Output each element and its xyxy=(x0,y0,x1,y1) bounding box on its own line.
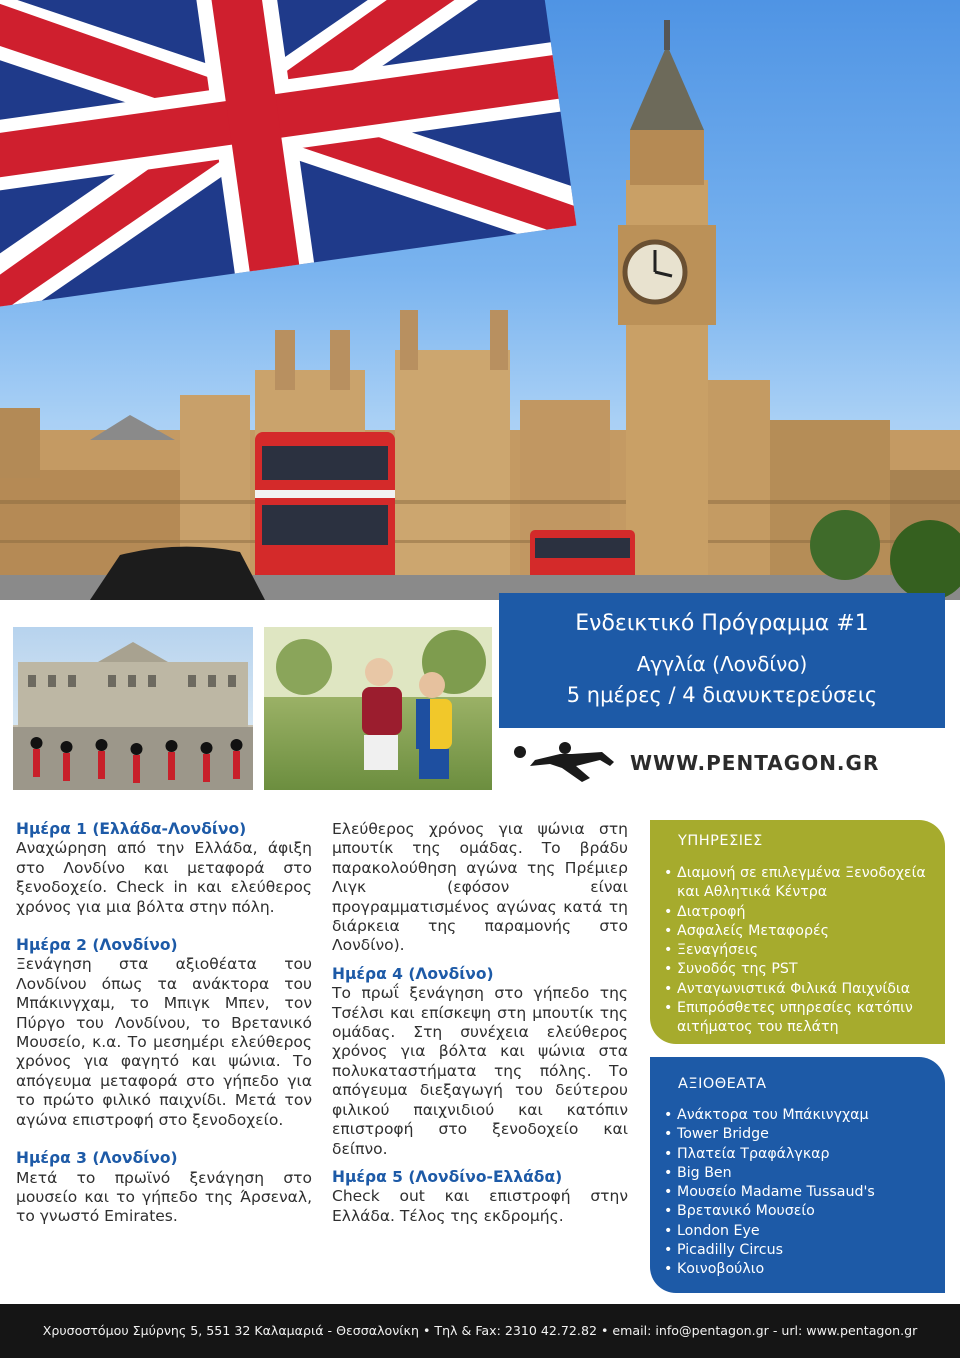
list-item: • Ασφαλείς Μεταφορές xyxy=(664,922,936,941)
hero-photo-london xyxy=(0,0,960,600)
list-item: • Κοινοβούλιο xyxy=(664,1260,936,1279)
day-1-heading: Ημέρα 1 (Ελλάδα-Λονδίνο) xyxy=(16,820,247,838)
services-panel xyxy=(650,820,945,1044)
program-duration: 5 ημέρες / 4 διανυκτερεύσεις xyxy=(566,683,878,707)
itinerary-column-2 xyxy=(332,820,628,1226)
sights-panel xyxy=(650,1057,945,1293)
sights-heading: ΑΞΙΟΘΕΑΤΑ xyxy=(678,1076,767,1092)
photo-kids-football xyxy=(264,627,492,790)
day-5-heading: Ημέρα 5 (Λονδίνο-Ελλάδα) xyxy=(332,1167,563,1186)
list-item: • Picadilly Circus xyxy=(664,1241,936,1260)
list-item: • Tower Bridge xyxy=(664,1125,936,1144)
day-5-text: Check out και επιστροφή στην Ελλάδα. Τέλος της εκδρομής. xyxy=(332,1187,628,1225)
day-2-heading: Ημέρα 2 (Λονδίνο) xyxy=(16,936,178,955)
list-item: • Επιπρόσθετες υπηρεσίες κατόπιν αιτήματος του πελάτη xyxy=(664,999,936,1038)
day-4-heading: Ημέρα 4 (Λονδίνο) xyxy=(332,964,494,983)
photo-buckingham-palace xyxy=(13,627,253,790)
day-3-text-continued: Ελεύθερος χρόνος για ψώνια στη μπουτίκ της ομάδας. Το βράδυ παρακολούθηση αγώνα της Πρέμιερ Λιγκ (εφόσον είναι προγραμματισμένος αγώνας κατά τη διάρκεια της παραμονής στο Λονδίνο). xyxy=(332,820,628,955)
list-item: • Ανταγωνιστικά Φιλικά Παιχνίδια xyxy=(664,980,936,999)
list-item: • London Eye xyxy=(664,1222,936,1241)
list-item: • Διαμονή σε επιλεγμένα Ξενοδοχεία και Αθλητικά Κέντρα xyxy=(664,864,936,903)
services-heading: ΥΠΗΡΕΣΙΕΣ xyxy=(678,833,763,849)
footer-contact: Χρυσοστόμου Σμύρνης 5, 551 32 Καλαμαριά - Θεσσαλονίκη • Τηλ & Fax: 2310 42.72.82 • email: info@pentagon.gr - url: www.pentagon.gr xyxy=(0,1304,960,1358)
day-1-text: Αναχώρηση από την Ελλάδα, άφιξη στο Λονδίνο και μεταφορά στο ξενοδοχείο. Check in και ελεύθερος χρόνος για μια βόλτα στην πόλη. xyxy=(16,839,312,916)
program-destination: Αγγλία (Λονδίνο) xyxy=(636,652,808,676)
day-2-text: Ξενάγηση στα αξιοθέατα του Λονδίνου όπως τα ανάκτορα του Μπάκινγχαμ, το Μπιγκ Μπεν, τον Πύργο του Λονδίνου, το Βρετανικό Μουσείο, κ.α. Το μεσημέρι ελεύθερος χρόνος για φαγητό και ψώνια. Το απόγευμα μεταφορά στο γήπεδο για το πρώτο φιλικό παιχνίδι. Μετά τον αγώνα επιστροφή στο ξενοδοχείο. xyxy=(16,955,312,1129)
list-item: • Big Ben xyxy=(664,1164,936,1183)
list-item: • Διατροφή xyxy=(664,903,936,922)
big-ben-tower xyxy=(618,20,716,600)
list-item: • Ξεναγήσεις xyxy=(664,941,936,960)
list-item: • Ανάκτορα του Μπάκινγχαμ xyxy=(664,1106,936,1125)
day-3-heading: Ημέρα 3 (Λονδίνο) xyxy=(16,1149,178,1168)
soccer-player-icon xyxy=(510,738,620,788)
brand-logo xyxy=(510,738,940,788)
hero-illustration xyxy=(0,0,960,600)
day-4-text: Το πρωΐ ξενάγηση στο γήπεδο της Τσέλσι και επίσκεψη στη μπουτίκ της ομάδας. Στη συνέχεια ελεύθερος χρόνος για βόλτα και ψώνια στα πολυκαταστήματα της πόλης. Το απόγευμα διεξαγωγή του δεύτερου φιλικού παιχνιδιού και κατόπιν επιστροφή στο ξενοδοχείο και δείπνο. xyxy=(332,984,628,1158)
list-item: • Συνοδός της PST xyxy=(664,960,936,979)
union-jack-flag xyxy=(0,0,576,309)
program-title-panel xyxy=(499,593,945,728)
sights-list xyxy=(664,1106,936,1280)
brand-url[interactable]: WWW.PENTAGON.GR xyxy=(630,751,880,775)
list-item: • Μουσείο Madame Tussaud's xyxy=(664,1183,936,1202)
list-item: • Βρετανικό Μουσείο xyxy=(664,1202,936,1221)
day-3-text: Μετά το πρωϊνό ξενάγηση στο μουσείο και το γήπεδο της Άρσεναλ, το γνωστό Emirates. xyxy=(16,1168,312,1226)
services-list xyxy=(664,864,936,1038)
itinerary-column-1 xyxy=(16,820,312,1227)
list-item: • Πλατεία Τραφάλγκαρ xyxy=(664,1145,936,1164)
program-title: Ενδεικτικό Πρόγραμμα #1 xyxy=(575,611,869,636)
tree xyxy=(810,510,880,580)
